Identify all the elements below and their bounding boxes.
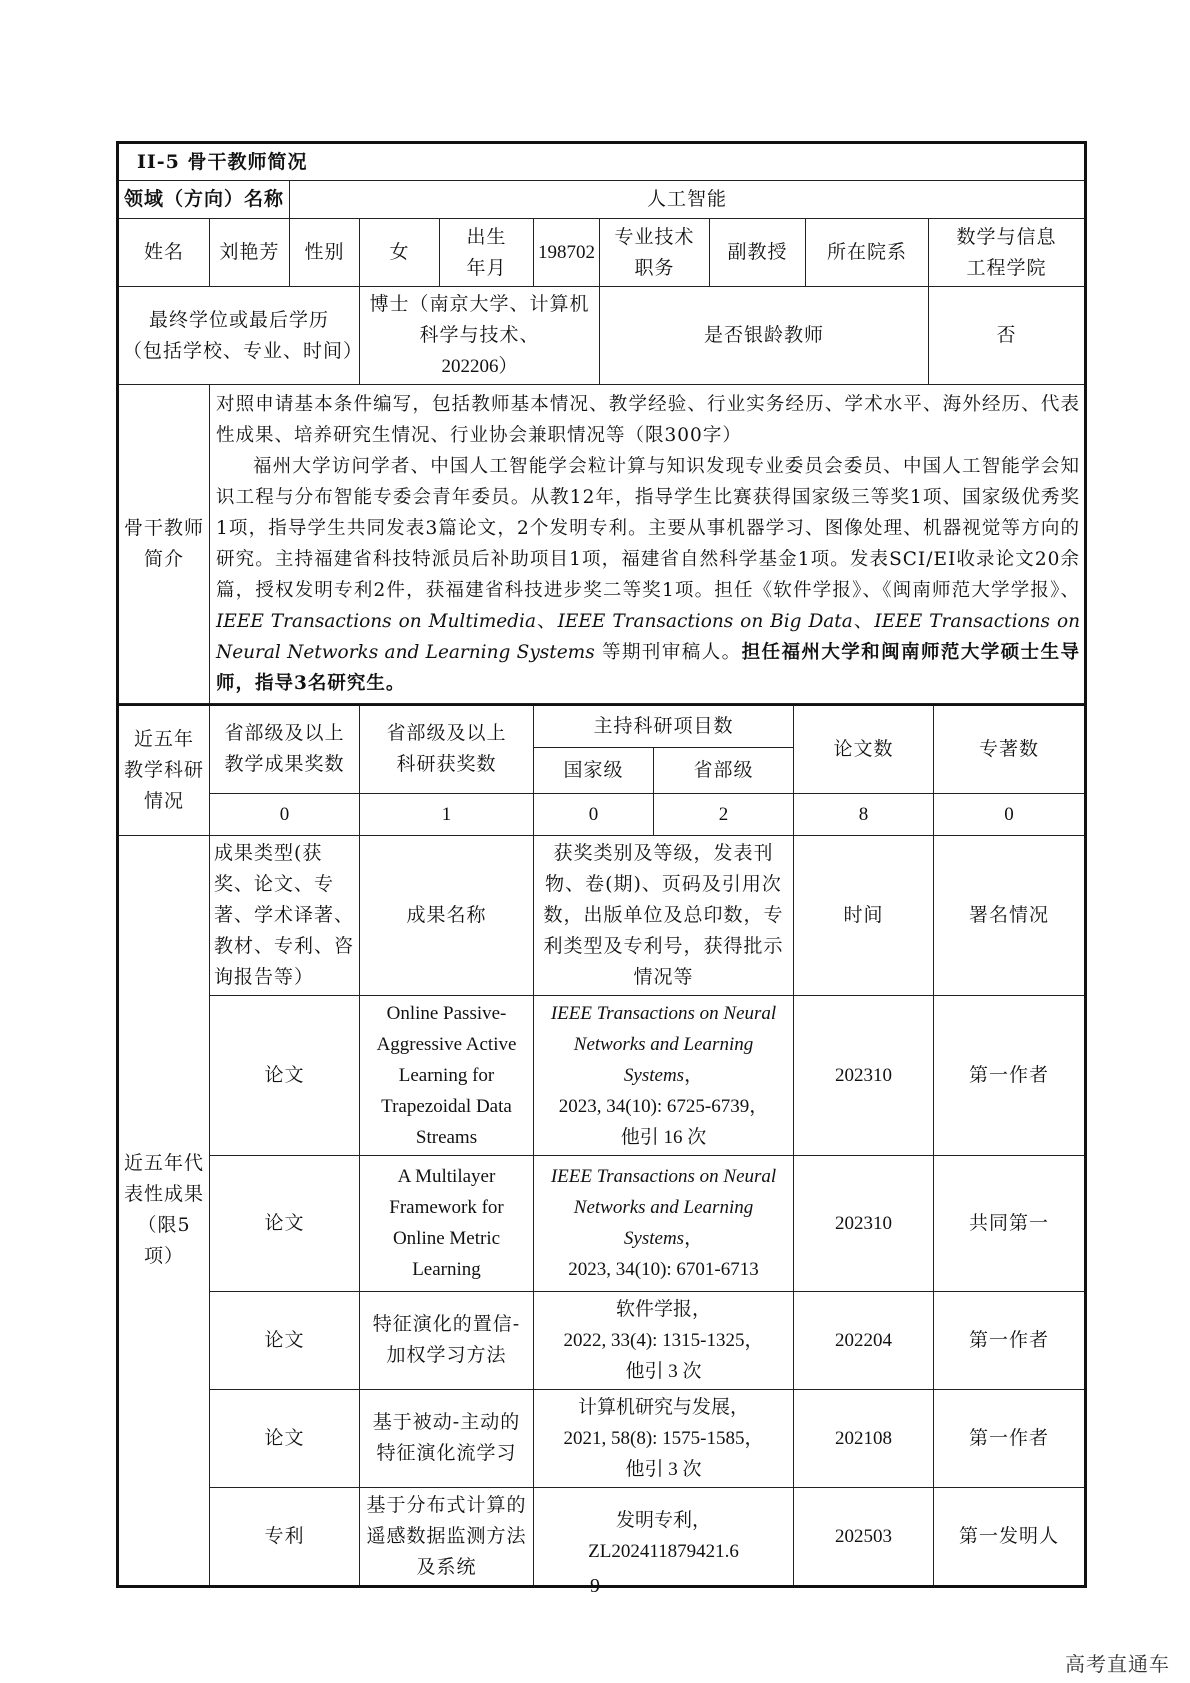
field-value: 人工智能 xyxy=(290,181,1086,219)
row-detail: IEEE Transactions on Neural Networks and Learning Systems， 2023, 34(10): 6725-6739， 他引 16 次 xyxy=(534,995,794,1155)
research-award-value: 1 xyxy=(360,793,534,835)
row-type: 论文 xyxy=(210,1291,360,1389)
row-author: 共同第一 xyxy=(934,1155,1086,1291)
degree-value: 博士（南京大学、计算机科学与技术、 202206） xyxy=(360,287,600,385)
row-author: 第一发明人 xyxy=(934,1487,1086,1586)
row-author: 第一作者 xyxy=(934,995,1086,1155)
papers-value: 8 xyxy=(794,793,934,835)
birth-value: 198702 xyxy=(534,219,600,287)
name-value: 刘艳芳 xyxy=(210,219,290,287)
row-type: 论文 xyxy=(210,1155,360,1291)
section-title: II-5 骨干教师简况 xyxy=(118,143,1086,181)
row-type: 专利 xyxy=(210,1487,360,1586)
gender-value: 女 xyxy=(360,219,440,287)
silver-teacher-value: 否 xyxy=(929,287,1086,385)
title-label: 专业技术 职务 xyxy=(600,219,710,287)
row-name: A Multilayer Framework for Online Metric Learning xyxy=(360,1155,534,1291)
teach-award-header: 省部级及以上 教学成果奖数 xyxy=(210,705,360,793)
intro-instruction: 对照申请基本条件编写，包括教师基本情况、教学经验、行业实务经历、学术水平、海外经历、代表性成果、培养研究生情况、行业协会兼职情况等（限300字） xyxy=(216,394,1081,446)
name-header: 成果名称 xyxy=(360,835,534,995)
degree-label: 最终学位或最后学历 （包括学校、专业、时间） xyxy=(118,287,360,385)
page-number: - 9 - xyxy=(578,1575,612,1597)
row-author: 第一作者 xyxy=(934,1291,1086,1389)
table-row xyxy=(118,1291,1086,1389)
row-time: 202204 xyxy=(794,1291,934,1389)
silver-teacher-label: 是否银龄教师 xyxy=(600,287,929,385)
table-row xyxy=(118,1155,1086,1291)
table-row xyxy=(118,1487,1086,1586)
type-header: 成果类型(获奖、论文、专著、学术译著、教材、专利、咨询报告等） xyxy=(210,835,360,995)
papers-header: 论文数 xyxy=(794,705,934,793)
intro-label: 骨干教师 简介 xyxy=(118,385,210,704)
teach-award-value: 0 xyxy=(210,793,360,835)
intro-body: 福州大学访问学者、中国人工智能学会粒计算与知识发现专业委员会委员、中国人工智能学会知识工程与分布智能专委会青年委员。从教12年，指导学生比赛获得国家级三等奖1项、国家级优秀奖1项，指导学生共同发表3篇论文，2个发明专利。主要从事机器学习、图像处理、机器视觉等方向的研究。主持福建省科技特派员后补助项目1项，福建省自然科学基金1项。发表SCI/EI收录论文20余篇，授权发明专利2件，获福建省科技进步奖二等奖1项。担任《软件学报》、《闽南师范大学学报》、IEEE Transactions on Multimedia、IEEE Transactions on Big Data、IEEE Transactions on Neural Networks and Learning Systems 等期刊审稿人。担任福州大学和闽南师范大学硕士生导师，指导3名研究生。 xyxy=(216,456,1081,694)
table-row xyxy=(118,1389,1086,1487)
row-detail: 计算机研究与发展， 2021, 58(8): 1575-1585， 他引 3 次 xyxy=(534,1389,794,1487)
teacher-profile-form xyxy=(116,141,1084,1588)
row-author: 第一作者 xyxy=(934,1389,1086,1487)
college-value: 数学与信息 工程学院 xyxy=(929,219,1086,287)
college-label: 所在院系 xyxy=(806,219,929,287)
title-value: 副教授 xyxy=(710,219,806,287)
row-type: 论文 xyxy=(210,995,360,1155)
national-header: 国家级 xyxy=(534,747,654,793)
name-label: 姓名 xyxy=(118,219,210,287)
stats-achievements-table xyxy=(116,704,1087,1588)
row-name: 基于被动-主动的特征演化流学习 xyxy=(360,1389,534,1487)
provincial-header: 省部级 xyxy=(654,747,794,793)
watermark: 高考直通车 xyxy=(1065,1652,1170,1676)
row-time: 202108 xyxy=(794,1389,934,1487)
row-detail: 发明专利， ZL202411879421.6 xyxy=(534,1487,794,1586)
row-time: 202310 xyxy=(794,995,934,1155)
row-type: 论文 xyxy=(210,1389,360,1487)
row-name: Online Passive-Aggressive Active Learning for Trapezoidal Data Streams xyxy=(360,995,534,1155)
detail-header: 获奖类别及等级，发表刊物、卷(期)、页码及引用次数，出版单位及总印数，专利类型及专利号，获得批示情况等 xyxy=(534,835,794,995)
research-award-header: 省部级及以上 科研获奖数 xyxy=(360,705,534,793)
achievements-label: 近五年代 表性成果 （限5项） xyxy=(118,835,210,1586)
row-name: 基于分布式计算的遥感数据监测方法及系统 xyxy=(360,1487,534,1586)
row-detail: 软件学报， 2022, 33(4): 1315-1325， 他引 3 次 xyxy=(534,1291,794,1389)
field-label: 领域（方向）名称 xyxy=(118,181,290,219)
profile-table xyxy=(116,141,1087,704)
projects-header: 主持科研项目数 xyxy=(534,705,794,747)
table-row xyxy=(118,995,1086,1155)
time-header: 时间 xyxy=(794,835,934,995)
author-header: 署名情况 xyxy=(934,835,1086,995)
row-detail: IEEE Transactions on Neural Networks and Learning Systems， 2023, 34(10): 6701-6713 xyxy=(534,1155,794,1291)
national-value: 0 xyxy=(534,793,654,835)
row-time: 202503 xyxy=(794,1487,934,1586)
provincial-value: 2 xyxy=(654,793,794,835)
row-name: 特征演化的置信-加权学习方法 xyxy=(360,1291,534,1389)
birth-label: 出生 年月 xyxy=(440,219,534,287)
books-value: 0 xyxy=(934,793,1086,835)
stats-label: 近五年 教学科研 情况 xyxy=(118,705,210,835)
gender-label: 性别 xyxy=(290,219,360,287)
books-header: 专著数 xyxy=(934,705,1086,793)
intro-text xyxy=(210,385,1086,704)
row-time: 202310 xyxy=(794,1155,934,1291)
